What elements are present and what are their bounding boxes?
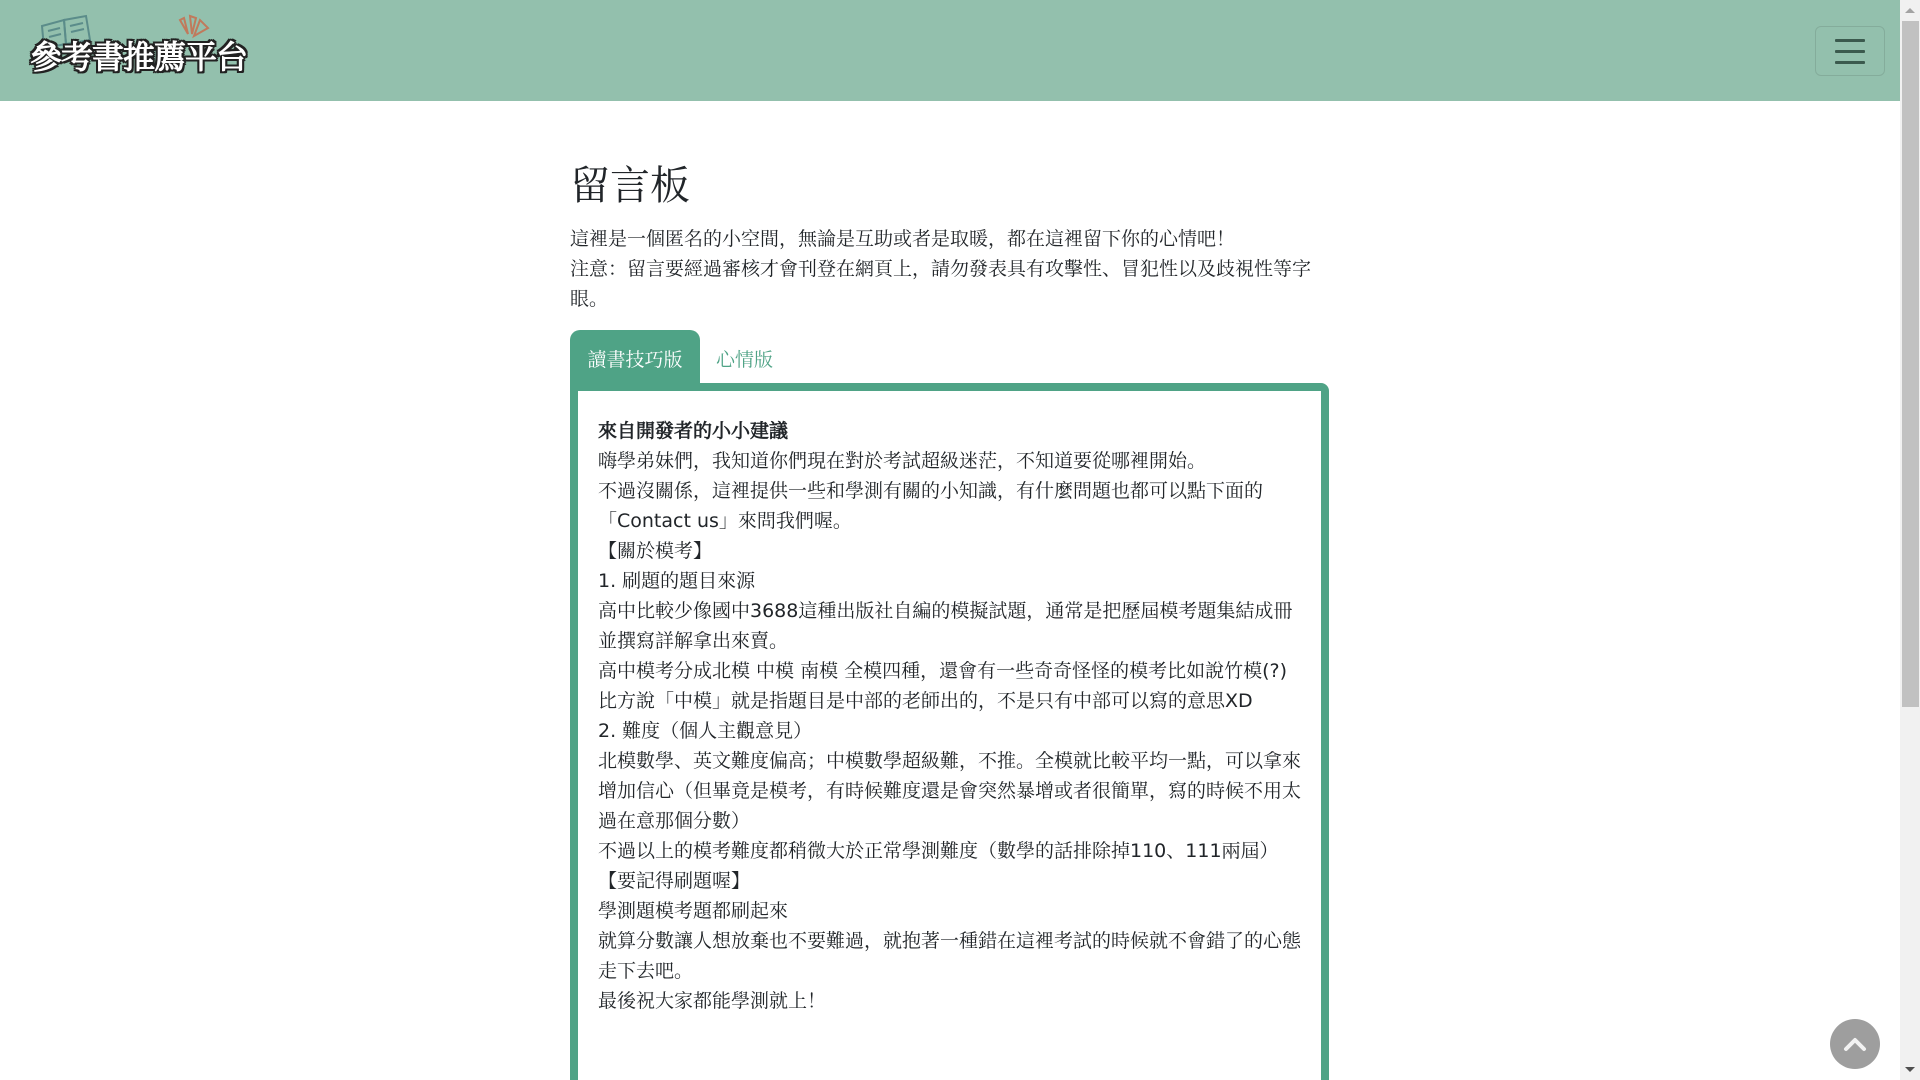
- back-to-top-button[interactable]: [1830, 1019, 1880, 1069]
- post-section-title: 【要記得刷題喔】: [598, 870, 751, 892]
- brand-logo[interactable]: [28, 14, 248, 76]
- hamburger-line: [1835, 50, 1865, 53]
- post-paragraph: 高中比較少像國中3688這種出版社自編的模擬試題，通常是把歷屆模考題集結成冊並撰寫詳解拿出來賣。: [598, 600, 1293, 652]
- post-paragraph: 不過以上的模考難度都稍微大於正常學測難度（數學的話排除掉110、111兩屆）: [598, 840, 1279, 862]
- hamburger-menu-button[interactable]: [1815, 26, 1885, 76]
- main-content: [570, 150, 1330, 314]
- post-paragraph: 高中模考分成北模 中模 南模 全模四種，還會有一些奇奇怪怪的模考比如說竹模(?): [598, 660, 1288, 682]
- post-paragraph: 不過沒關係，這裡提供一些和學測有關的小知識，有什麼問題也都可以點下面的「Contact us」來問我們喔。: [598, 480, 1264, 532]
- post-paragraph: 嗨學弟妹們，我知道你們現在對於考試超級迷茫，不知道要從哪裡開始。: [598, 450, 1207, 472]
- tab-panel-study-tips: [570, 383, 1329, 1080]
- intro-line: 這裡是一個匿名的小空間，無論是互助或者是取暖，都在這裡留下你的心情吧！: [570, 228, 1236, 250]
- post-paragraph: 就算分數讓人想放棄也不要難過，就抱著一種錯在這裡考試的時候就不會錯了的心態走下去吧。: [598, 930, 1302, 982]
- hamburger-line: [1835, 61, 1865, 64]
- scrollbar-thumb[interactable]: [1902, 21, 1919, 707]
- intro-notice: 注意：留言要經過審核才會刊登在網頁上，請勿發表具有攻擊性、冒犯性以及歧視性等字眼。: [570, 258, 1312, 310]
- post-paragraph: 最後祝大家都能學測就上！: [598, 990, 827, 1012]
- post-paragraph: 北模數學、英文難度偏高；中模數學超級難，不推。全模就比較平均一點，可以拿來增加信心（但畢竟是模考，有時候難度還是會突然暴增或者很簡單，寫的時候不用太過在意那個分數）: [598, 750, 1302, 832]
- post-paragraph: 2. 難度（個人主觀意見）: [598, 720, 813, 742]
- tab-mood[interactable]: 心情版: [716, 348, 774, 371]
- page-title: 留言板: [570, 163, 690, 209]
- chevron-up-icon: [1843, 1036, 1867, 1052]
- post-paragraph: 1. 刷題的題目來源: [598, 570, 756, 592]
- board-tabs: [570, 330, 789, 386]
- intro-text: [570, 224, 1330, 314]
- tab-study-tips[interactable]: 讀書技巧版: [570, 330, 700, 386]
- hamburger-menu-icon: [1835, 39, 1865, 42]
- post-paragraph: 學測題模考題都刷起來: [598, 900, 789, 922]
- post-section-title: 【關於模考】: [598, 540, 713, 562]
- navbar: [0, 0, 1900, 101]
- post-paragraph: 比方說「中模」就是指題目是中部的老師出的，不是只有中部可以寫的意思XD: [598, 690, 1253, 712]
- scroll-up-arrow-icon[interactable]: [1905, 8, 1915, 13]
- scroll-down-arrow-icon[interactable]: [1905, 1067, 1915, 1072]
- page-scrollbar[interactable]: [1900, 0, 1920, 1080]
- brand-text: 參考書推薦平台: [30, 38, 248, 76]
- post-heading: 來自開發者的小小建議: [598, 420, 789, 442]
